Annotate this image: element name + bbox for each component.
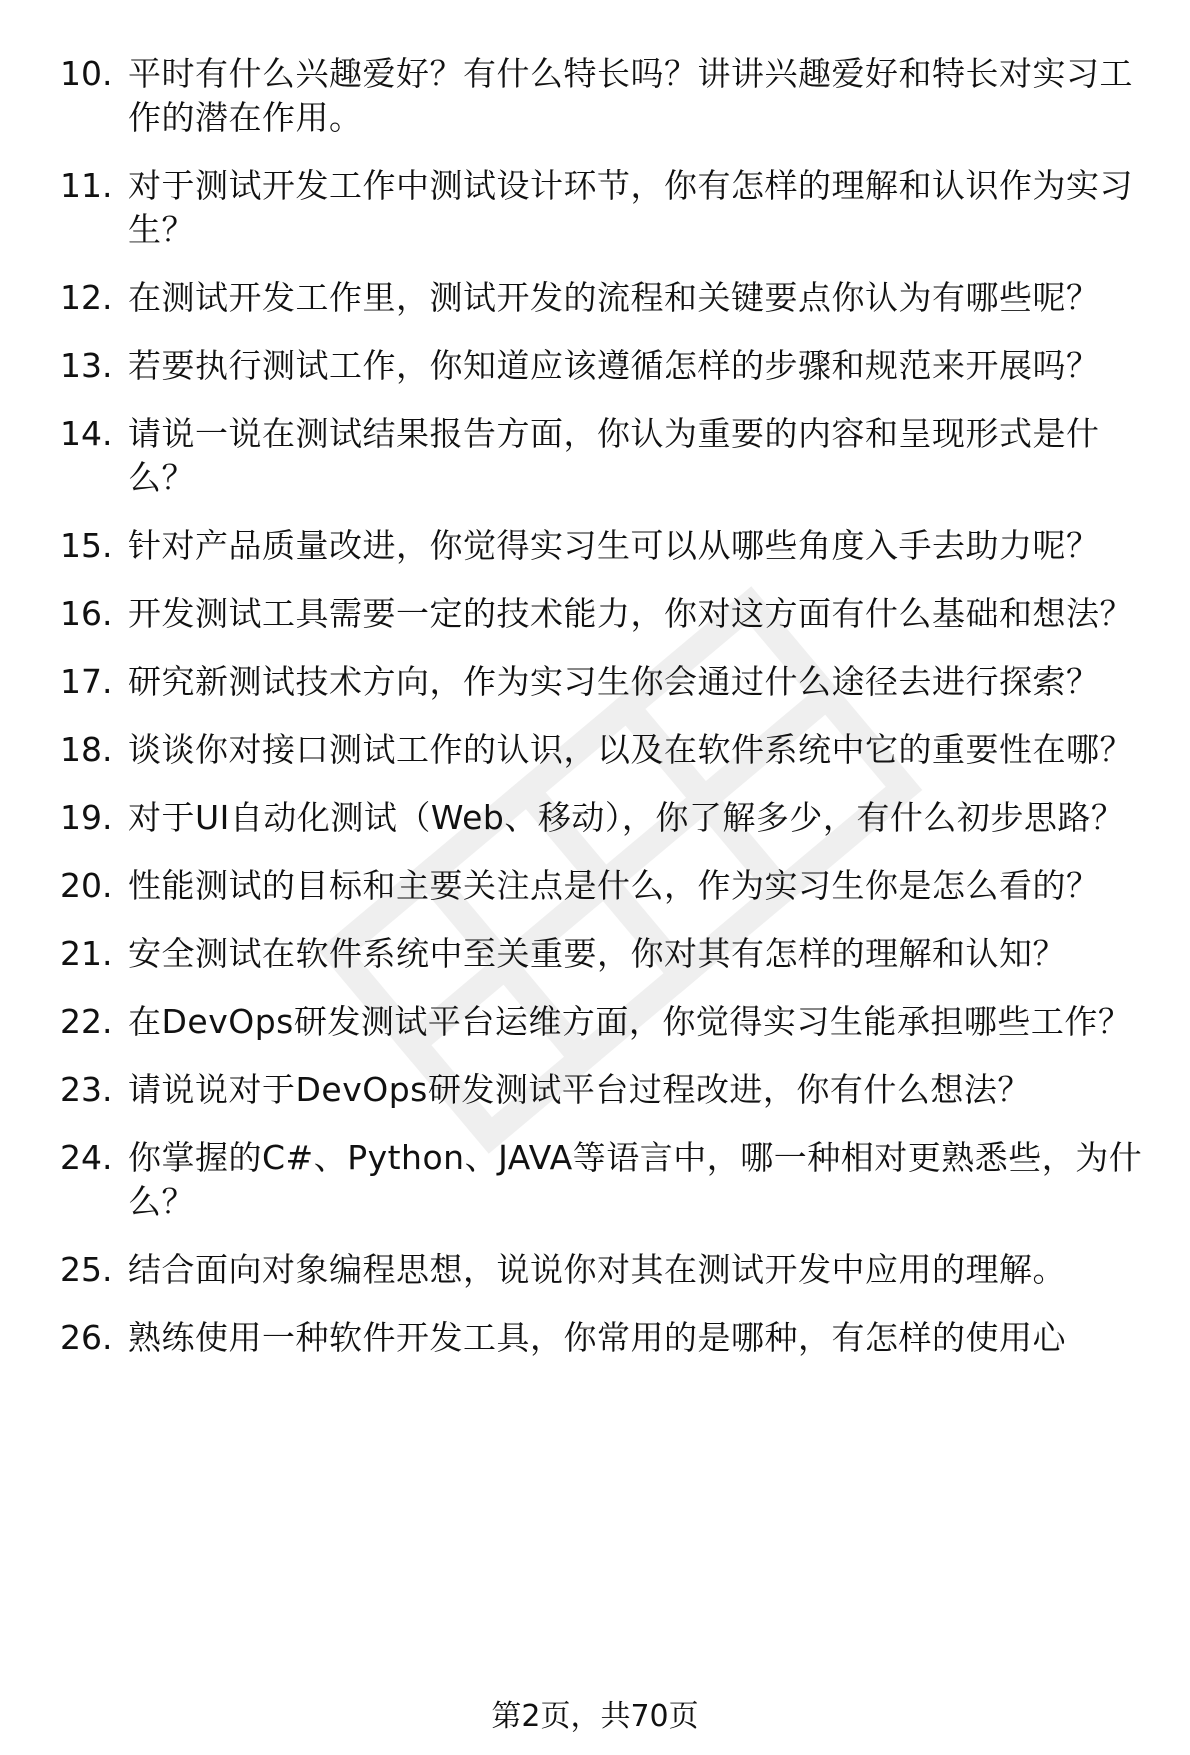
question-item — [60, 932, 1150, 976]
question-number: 11. — [60, 166, 113, 205]
question-item — [60, 660, 1150, 704]
question-text: 平时有什么兴趣爱好？有什么特长吗？讲讲兴趣爱好和特长对实习工作的潜在作用。 — [128, 54, 1133, 137]
question-number: 15. — [60, 526, 113, 565]
question-item — [60, 728, 1150, 772]
question-text: 你掌握的C#、Python、JAVA等语言中，哪一种相对更熟悉些，为什么？ — [128, 1138, 1143, 1221]
question-item — [60, 864, 1150, 908]
question-item — [60, 1248, 1150, 1292]
question-item — [60, 524, 1150, 568]
question-number: 19. — [60, 798, 113, 837]
question-text: 研究新测试技术方向，作为实习生你会通过什么途径去进行探索？ — [128, 662, 1100, 701]
question-item — [60, 344, 1150, 388]
question-item — [60, 1068, 1150, 1112]
question-text: 性能测试的目标和主要关注点是什么，作为实习生你是怎么看的？ — [128, 866, 1100, 905]
question-number: 18. — [60, 730, 113, 769]
question-number: 22. — [60, 1002, 113, 1041]
question-text: 对于UI自动化测试（Web、移动），你了解多少，有什么初步思路？ — [128, 798, 1125, 837]
question-text: 结合面向对象编程思想，说说你对其在测试开发中应用的理解。 — [128, 1250, 1066, 1289]
question-text: 针对产品质量改进，你觉得实习生可以从哪些角度入手去助力呢？ — [128, 526, 1100, 565]
page-number-footer: 第2页，共70页 — [491, 1699, 699, 1734]
question-item — [60, 164, 1150, 252]
question-number: 25. — [60, 1250, 113, 1289]
question-text: 若要执行测试工作，你知道应该遵循怎样的步骤和规范来开展吗？ — [128, 346, 1100, 385]
question-item — [60, 276, 1150, 320]
question-number: 10. — [60, 54, 113, 93]
question-number: 14. — [60, 414, 113, 453]
question-number: 21. — [60, 934, 113, 973]
question-item — [60, 1136, 1150, 1224]
question-number: 16. — [60, 594, 113, 633]
question-item — [60, 1316, 1150, 1360]
question-number: 13. — [60, 346, 113, 385]
question-number: 20. — [60, 866, 113, 905]
question-item — [60, 796, 1150, 840]
question-list — [60, 52, 1150, 1384]
question-text: 在测试开发工作里，测试开发的流程和关键要点你认为有哪些呢？ — [128, 278, 1100, 317]
question-item — [60, 52, 1150, 140]
question-number: 17. — [60, 662, 113, 701]
question-text: 请说一说在测试结果报告方面，你认为重要的内容和呈现形式是什么？ — [128, 414, 1100, 497]
question-text: 开发测试工具需要一定的技术能力，你对这方面有什么基础和想法？ — [128, 594, 1133, 633]
question-number: 23. — [60, 1070, 113, 1109]
question-number: 26. — [60, 1318, 113, 1357]
question-item — [60, 412, 1150, 500]
question-text: 熟练使用一种软件开发工具，你常用的是哪种，有怎样的使用心 — [128, 1318, 1066, 1357]
question-number: 12. — [60, 278, 113, 317]
question-text: 在DevOps研发测试平台运维方面，你觉得实习生能承担哪些工作？ — [128, 1002, 1132, 1041]
question-number: 24. — [60, 1138, 113, 1177]
question-text: 对于测试开发工作中测试设计环节，你有怎样的理解和认识作为实习生？ — [128, 166, 1133, 249]
question-text: 请说说对于DevOps研发测试平台过程改进，你有什么想法？ — [128, 1070, 1031, 1109]
question-item — [60, 1000, 1150, 1044]
question-item — [60, 592, 1150, 636]
question-text: 安全测试在软件系统中至关重要，你对其有怎样的理解和认知？ — [128, 934, 1066, 973]
question-text: 谈谈你对接口测试工作的认识，以及在软件系统中它的重要性在哪？ — [128, 730, 1133, 769]
